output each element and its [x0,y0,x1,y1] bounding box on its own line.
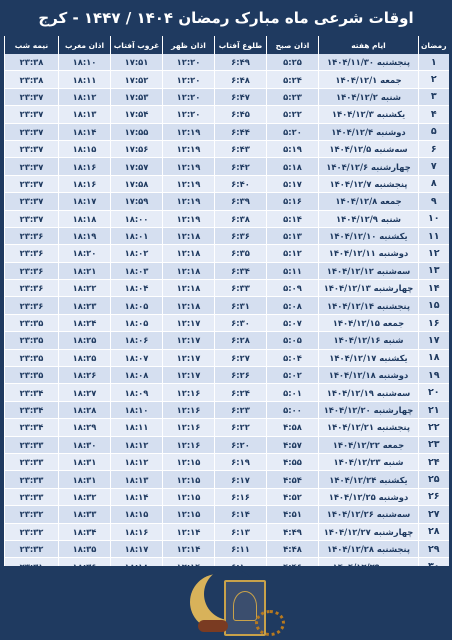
footer-decoration [0,566,452,640]
cell-sunrise-time: ۶:۲۶ [215,367,267,384]
cell-sunrise-time: ۶:۲۷ [215,349,267,366]
cell-sunset-time: ۱۸:۱۰ [111,401,163,418]
cell-weekday-date: دوشنبه ۱۴۰۴/۱۲/۱۱ [319,245,419,262]
cell-dhuhr-time: ۱۲:۱۹ [163,158,215,175]
cell-sunrise-time: ۶:۴۵ [215,106,267,123]
cell-maghrib-time: ۱۸:۱۱ [59,71,111,88]
cell-dhuhr-time: ۱۲:۱۴ [163,523,215,540]
table-row [5,384,449,401]
cell-weekday-date: شنبه ۱۴۰۴/۱۲/۲۳ [319,453,419,470]
cell-sunrise-time: ۶:۳۸ [215,210,267,227]
cell-fajr-time: ۴:۵۸ [267,419,319,436]
cell-ramadan-day: ۱۴ [419,280,449,297]
cell-sunset-time: ۱۸:۰۵ [111,297,163,314]
cell-sunset-time: ۱۷:۵۹ [111,193,163,210]
table-row [5,193,449,210]
table-row [5,367,449,384]
cell-sunset-time: ۱۷:۵۶ [111,140,163,157]
cell-ramadan-day: ۲۰ [419,384,449,401]
cell-sunrise-time: ۶:۳۹ [215,193,267,210]
cell-ramadan-day: ۲ [419,71,449,88]
table-body [5,54,449,575]
cell-sunset-time: ۱۸:۰۲ [111,245,163,262]
cell-maghrib-time: ۱۸:۱۹ [59,227,111,244]
table-row [5,71,449,88]
cell-sunrise-time: ۶:۲۸ [215,332,267,349]
table-row [5,523,449,540]
header-sunset: غروب آفتاب [111,36,163,54]
cell-sunrise-time: ۶:۳۳ [215,280,267,297]
table-row [5,401,449,418]
cell-weekday-date: پنجشنبه ۱۴۰۴/۱۲/۷ [319,175,419,192]
quran-book-ornament [233,591,257,621]
cell-midnight-time: ۲۳:۳۷ [5,106,59,123]
prayer-times-table-container [4,36,448,566]
header-fajr: اذان صبح [267,36,319,54]
cell-fajr-time: ۵:۰۵ [267,332,319,349]
cell-fajr-time: ۴:۴۹ [267,523,319,540]
cell-fajr-time: ۵:۰۰ [267,401,319,418]
cell-maghrib-time: ۱۸:۲۵ [59,349,111,366]
cell-sunset-time: ۱۸:۰۳ [111,262,163,279]
cell-ramadan-day: ۲۷ [419,506,449,523]
cell-fajr-time: ۵:۲۰ [267,123,319,140]
cell-fajr-time: ۴:۴۸ [267,540,319,557]
cell-dhuhr-time: ۱۲:۱۸ [163,262,215,279]
cell-sunset-time: ۱۷:۵۲ [111,71,163,88]
header-sunrise: طلوع آفتاب [215,36,267,54]
cell-maghrib-time: ۱۸:۱۴ [59,123,111,140]
cell-maghrib-time: ۱۸:۲۸ [59,401,111,418]
table-row [5,158,449,175]
cell-sunrise-time: ۶:۲۴ [215,384,267,401]
cell-midnight-time: ۲۳:۳۵ [5,367,59,384]
cell-sunrise-time: ۶:۳۵ [215,245,267,262]
cell-fajr-time: ۵:۰۹ [267,280,319,297]
cell-dhuhr-time: ۱۲:۱۶ [163,401,215,418]
cell-dhuhr-time: ۱۲:۱۸ [163,280,215,297]
cell-dhuhr-time: ۱۲:۱۷ [163,367,215,384]
cell-fajr-time: ۴:۵۷ [267,436,319,453]
table-row [5,54,449,71]
cell-weekday-date: شنبه ۱۴۰۴/۱۲/۱۶ [319,332,419,349]
cell-midnight-time: ۲۳:۳۶ [5,280,59,297]
cell-fajr-time: ۵:۲۲ [267,106,319,123]
table-row [5,140,449,157]
cell-fajr-time: ۵:۱۶ [267,193,319,210]
cell-midnight-time: ۲۳:۳۴ [5,419,59,436]
cell-midnight-time: ۲۳:۳۳ [5,453,59,470]
cell-weekday-date: یکشنبه ۱۴۰۴/۱۲/۲۴ [319,471,419,488]
cell-ramadan-day: ۸ [419,175,449,192]
cell-sunrise-time: ۶:۲۳ [215,401,267,418]
cell-ramadan-day: ۴ [419,106,449,123]
cell-sunset-time: ۱۸:۰۷ [111,349,163,366]
cell-midnight-time: ۲۳:۳۲ [5,506,59,523]
cell-weekday-date: دوشنبه ۱۴۰۴/۱۲/۴ [319,123,419,140]
cell-weekday-date: سه‌شنبه ۱۴۰۴/۱۲/۱۹ [319,384,419,401]
cell-midnight-time: ۲۳:۳۶ [5,262,59,279]
cell-sunrise-time: ۶:۲۰ [215,436,267,453]
cell-ramadan-day: ۹ [419,193,449,210]
cell-weekday-date: شنبه ۱۴۰۴/۱۲/۲ [319,88,419,105]
cell-maghrib-time: ۱۸:۲۹ [59,419,111,436]
cell-ramadan-day: ۳ [419,88,449,105]
cell-ramadan-day: ۲۹ [419,540,449,557]
cell-midnight-time: ۲۳:۳۵ [5,349,59,366]
cell-weekday-date: جمعه ۱۴۰۴/۱۲/۲۲ [319,436,419,453]
cell-midnight-time: ۲۳:۳۸ [5,71,59,88]
cell-weekday-date: چهارشنبه ۱۴۰۴/۱۲/۲۷ [319,523,419,540]
cell-dhuhr-time: ۱۲:۱۹ [163,210,215,227]
cell-fajr-time: ۵:۱۳ [267,227,319,244]
cell-maghrib-time: ۱۸:۳۱ [59,471,111,488]
table-row [5,349,449,366]
cell-sunset-time: ۱۸:۱۱ [111,419,163,436]
cell-weekday-date: سه‌شنبه ۱۴۰۴/۱۲/۱۲ [319,262,419,279]
cell-dhuhr-time: ۱۲:۱۶ [163,384,215,401]
cell-maghrib-time: ۱۸:۲۷ [59,384,111,401]
cell-sunrise-time: ۶:۱۳ [215,523,267,540]
dates-icon [198,620,228,632]
cell-sunset-time: ۱۸:۰۰ [111,210,163,227]
cell-midnight-time: ۲۳:۳۵ [5,314,59,331]
cell-dhuhr-time: ۱۲:۲۰ [163,106,215,123]
cell-maghrib-time: ۱۸:۳۱ [59,453,111,470]
cell-weekday-date: چهارشنبه ۱۴۰۴/۱۲/۱۳ [319,280,419,297]
cell-maghrib-time: ۱۸:۲۵ [59,332,111,349]
cell-midnight-time: ۲۳:۳۴ [5,384,59,401]
cell-ramadan-day: ۲۵ [419,471,449,488]
cell-sunrise-time: ۶:۳۱ [215,297,267,314]
cell-ramadan-day: ۱ [419,54,449,71]
cell-ramadan-day: ۶ [419,140,449,157]
table-row [5,227,449,244]
cell-maghrib-time: ۱۸:۱۲ [59,88,111,105]
cell-ramadan-day: ۷ [419,158,449,175]
cell-sunset-time: ۱۸:۰۵ [111,314,163,331]
table-row [5,506,449,523]
cell-dhuhr-time: ۱۲:۲۰ [163,71,215,88]
cell-maghrib-time: ۱۸:۲۶ [59,367,111,384]
cell-dhuhr-time: ۱۲:۱۵ [163,506,215,523]
cell-sunset-time: ۱۸:۰۸ [111,367,163,384]
cell-midnight-time: ۲۳:۳۷ [5,175,59,192]
cell-sunset-time: ۱۷:۵۵ [111,123,163,140]
table-row [5,88,449,105]
cell-sunset-time: ۱۸:۰۴ [111,280,163,297]
cell-maghrib-time: ۱۸:۳۰ [59,436,111,453]
cell-midnight-time: ۲۳:۳۷ [5,210,59,227]
cell-fajr-time: ۵:۲۵ [267,54,319,71]
cell-ramadan-day: ۱۵ [419,297,449,314]
table-row [5,453,449,470]
cell-dhuhr-time: ۱۲:۱۹ [163,140,215,157]
cell-dhuhr-time: ۱۲:۱۸ [163,297,215,314]
cell-sunrise-time: ۶:۴۸ [215,71,267,88]
cell-dhuhr-time: ۱۲:۱۵ [163,471,215,488]
cell-dhuhr-time: ۱۲:۱۸ [163,245,215,262]
cell-weekday-date: پنجشنبه ۱۴۰۴/۱۱/۳۰ [319,54,419,71]
prayer-beads-icon [255,610,285,636]
cell-weekday-date: شنبه ۱۴۰۴/۱۲/۹ [319,210,419,227]
cell-weekday-date: چهارشنبه ۱۴۰۴/۱۲/۲۰ [319,401,419,418]
cell-fajr-time: ۵:۱۹ [267,140,319,157]
cell-sunrise-time: ۶:۴۰ [215,175,267,192]
cell-weekday-date: پنجشنبه ۱۴۰۴/۱۲/۱۴ [319,297,419,314]
cell-sunset-time: ۱۸:۰۱ [111,227,163,244]
table-row [5,123,449,140]
cell-maghrib-time: ۱۸:۱۷ [59,193,111,210]
cell-midnight-time: ۲۳:۳۳ [5,471,59,488]
cell-ramadan-day: ۲۳ [419,436,449,453]
cell-ramadan-day: ۲۱ [419,401,449,418]
cell-maghrib-time: ۱۸:۳۲ [59,488,111,505]
cell-midnight-time: ۲۳:۳۷ [5,88,59,105]
cell-sunrise-time: ۶:۱۴ [215,506,267,523]
cell-sunset-time: ۱۸:۱۲ [111,453,163,470]
cell-maghrib-time: ۱۸:۳۴ [59,523,111,540]
cell-dhuhr-time: ۱۲:۱۶ [163,419,215,436]
table-row [5,297,449,314]
cell-weekday-date: یکشنبه ۱۴۰۴/۱۲/۳ [319,106,419,123]
cell-ramadan-day: ۵ [419,123,449,140]
cell-dhuhr-time: ۱۲:۱۵ [163,488,215,505]
cell-sunrise-time: ۶:۱۹ [215,453,267,470]
cell-fajr-time: ۵:۱۱ [267,262,319,279]
table-row [5,540,449,557]
cell-sunrise-time: ۶:۲۲ [215,419,267,436]
cell-sunset-time: ۱۸:۱۴ [111,488,163,505]
table-row [5,436,449,453]
cell-ramadan-day: ۲۴ [419,453,449,470]
cell-maghrib-time: ۱۸:۱۶ [59,158,111,175]
cell-fajr-time: ۵:۲۳ [267,88,319,105]
cell-fajr-time: ۵:۰۱ [267,384,319,401]
cell-sunset-time: ۱۷:۵۳ [111,88,163,105]
table-row [5,488,449,505]
cell-ramadan-day: ۲۶ [419,488,449,505]
cell-maghrib-time: ۱۸:۲۱ [59,262,111,279]
cell-midnight-time: ۲۳:۳۳ [5,436,59,453]
cell-weekday-date: پنجشنبه ۱۴۰۴/۱۲/۲۸ [319,540,419,557]
cell-maghrib-time: ۱۸:۲۴ [59,314,111,331]
cell-midnight-time: ۲۳:۳۳ [5,488,59,505]
cell-weekday-date: جمعه ۱۴۰۴/۱۲/۱۵ [319,314,419,331]
cell-ramadan-day: ۱۷ [419,332,449,349]
cell-dhuhr-time: ۱۲:۱۹ [163,175,215,192]
cell-weekday-date: سه‌شنبه ۱۴۰۴/۱۲/۵ [319,140,419,157]
cell-sunrise-time: ۶:۴۳ [215,140,267,157]
cell-maghrib-time: ۱۸:۱۰ [59,54,111,71]
cell-fajr-time: ۵:۰۸ [267,297,319,314]
table-row [5,106,449,123]
cell-sunrise-time: ۶:۱۶ [215,488,267,505]
cell-weekday-date: سه‌شنبه ۱۴۰۴/۱۲/۲۶ [319,506,419,523]
cell-weekday-date: دوشنبه ۱۴۰۴/۱۲/۱۸ [319,367,419,384]
header-maghrib: اذان مغرب [59,36,111,54]
cell-dhuhr-time: ۱۲:۱۹ [163,123,215,140]
cell-weekday-date: چهارشنبه ۱۴۰۴/۱۲/۶ [319,158,419,175]
cell-ramadan-day: ۱۶ [419,314,449,331]
cell-sunrise-time: ۶:۴۹ [215,54,267,71]
cell-fajr-time: ۵:۰۷ [267,314,319,331]
cell-midnight-time: ۲۳:۳۷ [5,123,59,140]
cell-sunrise-time: ۶:۳۰ [215,314,267,331]
cell-sunset-time: ۱۸:۱۵ [111,506,163,523]
cell-fajr-time: ۵:۱۷ [267,175,319,192]
cell-ramadan-day: ۱۱ [419,227,449,244]
cell-midnight-time: ۲۳:۳۲ [5,540,59,557]
cell-sunrise-time: ۶:۱۷ [215,471,267,488]
header-dhuhr: اذان ظهر [163,36,215,54]
cell-sunrise-time: ۶:۳۶ [215,227,267,244]
cell-ramadan-day: ۲۸ [419,523,449,540]
cell-midnight-time: ۲۳:۳۲ [5,523,59,540]
cell-sunrise-time: ۶:۴۴ [215,123,267,140]
table-header-row [5,36,449,54]
cell-maghrib-time: ۱۸:۱۶ [59,175,111,192]
cell-ramadan-day: ۱۳ [419,262,449,279]
cell-ramadan-day: ۱۸ [419,349,449,366]
cell-dhuhr-time: ۱۲:۲۰ [163,88,215,105]
cell-sunset-time: ۱۷:۵۷ [111,158,163,175]
header-ramadan: رمضان [419,36,449,54]
cell-sunset-time: ۱۸:۰۶ [111,332,163,349]
cell-sunrise-time: ۶:۴۷ [215,88,267,105]
cell-dhuhr-time: ۱۲:۱۹ [163,193,215,210]
cell-maghrib-time: ۱۸:۲۰ [59,245,111,262]
cell-dhuhr-time: ۱۲:۱۴ [163,540,215,557]
cell-fajr-time: ۴:۵۱ [267,506,319,523]
table-row [5,280,449,297]
cell-sunrise-time: ۶:۳۴ [215,262,267,279]
cell-weekday-date: جمعه ۱۴۰۴/۱۲/۱ [319,71,419,88]
cell-fajr-time: ۴:۵۵ [267,453,319,470]
cell-fajr-time: ۵:۰۲ [267,367,319,384]
cell-fajr-time: ۴:۵۴ [267,471,319,488]
cell-midnight-time: ۲۳:۳۸ [5,54,59,71]
cell-sunset-time: ۱۸:۱۲ [111,436,163,453]
cell-midnight-time: ۲۳:۳۶ [5,297,59,314]
cell-dhuhr-time: ۱۲:۱۶ [163,436,215,453]
cell-fajr-time: ۵:۲۴ [267,71,319,88]
cell-dhuhr-time: ۱۲:۱۸ [163,227,215,244]
cell-dhuhr-time: ۱۲:۲۰ [163,54,215,71]
cell-sunset-time: ۱۷:۵۴ [111,106,163,123]
cell-midnight-time: ۲۳:۳۴ [5,401,59,418]
cell-weekday-date: پنجشنبه ۱۴۰۴/۱۲/۲۱ [319,419,419,436]
prayer-times-table [4,36,449,576]
cell-sunset-time: ۱۸:۱۳ [111,471,163,488]
cell-midnight-time: ۲۳:۳۶ [5,245,59,262]
table-row [5,210,449,227]
cell-maghrib-time: ۱۸:۳۵ [59,540,111,557]
cell-maghrib-time: ۱۸:۱۸ [59,210,111,227]
cell-ramadan-day: ۲۲ [419,419,449,436]
cell-maghrib-time: ۱۸:۲۳ [59,297,111,314]
table-row [5,175,449,192]
cell-maghrib-time: ۱۸:۱۳ [59,106,111,123]
cell-maghrib-time: ۱۸:۲۲ [59,280,111,297]
cell-midnight-time: ۲۳:۳۷ [5,140,59,157]
table-row [5,245,449,262]
cell-sunset-time: ۱۷:۵۱ [111,54,163,71]
cell-weekday-date: جمعه ۱۴۰۴/۱۲/۸ [319,193,419,210]
table-row [5,314,449,331]
cell-midnight-time: ۲۳:۳۵ [5,332,59,349]
table-row [5,471,449,488]
cell-sunset-time: ۱۸:۱۶ [111,523,163,540]
cell-fajr-time: ۴:۵۲ [267,488,319,505]
cell-maghrib-time: ۱۸:۱۵ [59,140,111,157]
cell-dhuhr-time: ۱۲:۱۵ [163,453,215,470]
cell-dhuhr-time: ۱۲:۱۷ [163,314,215,331]
cell-fajr-time: ۵:۱۸ [267,158,319,175]
cell-sunset-time: ۱۷:۵۸ [111,175,163,192]
cell-weekday-date: یکشنبه ۱۴۰۴/۱۲/۱۷ [319,349,419,366]
cell-ramadan-day: ۱۰ [419,210,449,227]
cell-sunset-time: ۱۸:۰۹ [111,384,163,401]
table-row [5,419,449,436]
cell-fajr-time: ۵:۰۴ [267,349,319,366]
table-row [5,262,449,279]
cell-dhuhr-time: ۱۲:۱۷ [163,332,215,349]
cell-midnight-time: ۲۳:۳۷ [5,193,59,210]
cell-fajr-time: ۵:۱۲ [267,245,319,262]
cell-weekday-date: یکشنبه ۱۴۰۴/۱۲/۱۰ [319,227,419,244]
cell-ramadan-day: ۱۲ [419,245,449,262]
cell-dhuhr-time: ۱۲:۱۷ [163,349,215,366]
cell-sunrise-time: ۶:۴۲ [215,158,267,175]
cell-midnight-time: ۲۳:۳۶ [5,227,59,244]
page-title: اوقات شرعی ماه مبارک رمضان ۱۴۰۴ / ۱۴۴۷ - کرج [38,9,414,27]
cell-ramadan-day: ۱۹ [419,367,449,384]
header-weekday: ایام هفته [319,36,419,54]
cell-sunset-time: ۱۸:۱۷ [111,540,163,557]
cell-fajr-time: ۵:۱۴ [267,210,319,227]
cell-sunrise-time: ۶:۱۱ [215,540,267,557]
cell-weekday-date: دوشنبه ۱۴۰۴/۱۲/۲۵ [319,488,419,505]
cell-maghrib-time: ۱۸:۳۳ [59,506,111,523]
table-row [5,332,449,349]
header-midnight: نیمه شب [5,36,59,54]
cell-midnight-time: ۲۳:۳۷ [5,158,59,175]
